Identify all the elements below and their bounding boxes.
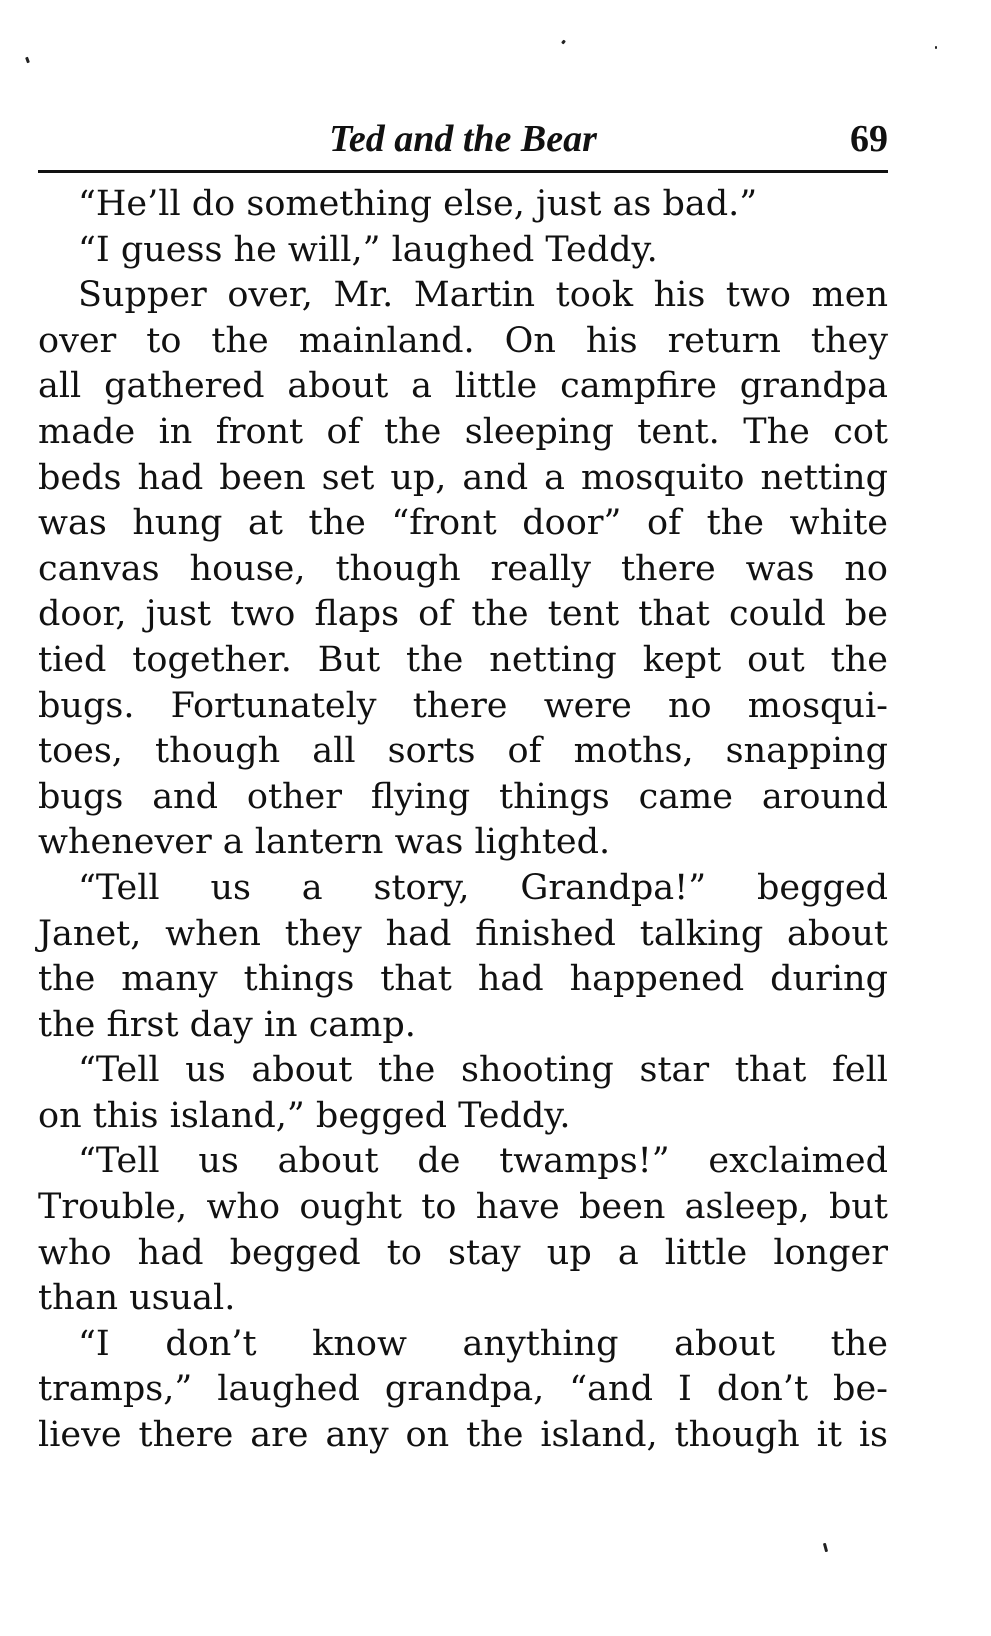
text-line: beds had been set up, and a mosquito netting [38,457,888,498]
body-text [38,182,888,1459]
text-line: “I don’t know anything about the [78,1323,888,1364]
text-line: was hung at the “front door” of the white [38,503,888,544]
text-line: “He’ll do something else, just as bad.” [78,184,758,224]
text-line: “Tell us about the shooting star that fell [78,1050,888,1091]
text-line: the first day in camp. [38,1004,416,1045]
running-head [38,116,888,168]
text-line: tramps,” laughed grandpa, “and I don’t be- [38,1369,888,1410]
text-line: bugs and other flying things came around [38,776,888,817]
text-line: tied together. But the netting kept out the [38,639,888,680]
text-line: Supper over, Mr. Martin took his two men [78,275,888,316]
header-rule [38,170,888,173]
ink-speck [935,46,937,49]
text-line: made in front of the sleeping tent. The cot [38,411,888,452]
text-line: door, just two flaps of the tent that could be [38,594,888,635]
text-line: canvas house, though really there was no [38,548,888,589]
text-line: on this island,” begged Teddy. [38,1095,571,1136]
page-number: 69 [850,118,888,160]
ink-speck [25,57,30,64]
text-line: all gathered about a little campfire grandpa [38,366,888,407]
text-line: “I guess he will,” laughed Teddy. [78,229,658,270]
text-line: toes, though all sorts of moths, snapping [38,731,888,772]
text-line: who had begged to stay up a little longer [38,1232,888,1273]
text-line: over to the mainland. On his return they [38,320,888,361]
text-line: than usual. [38,1278,236,1319]
text-line: whenever a lantern was lighted. [38,822,611,863]
text-line: Trouble, who ought to have been asleep, but [38,1187,888,1228]
ink-speck [561,40,566,45]
text-line: “Tell us about de twamps!” exclaimed [78,1141,888,1182]
text-line: the many things that had happened during [38,959,888,1000]
text-line: lieve there are any on the island, though it is [38,1415,888,1456]
running-title: Ted and the Bear [329,118,597,160]
ink-speck [823,1543,828,1552]
text-line: Janet, when they had finished talking about [38,913,888,954]
text-line: bugs. Fortunately there were no mosqui- [38,685,888,726]
text-line: “Tell us a story, Grandpa!” begged [78,867,888,908]
